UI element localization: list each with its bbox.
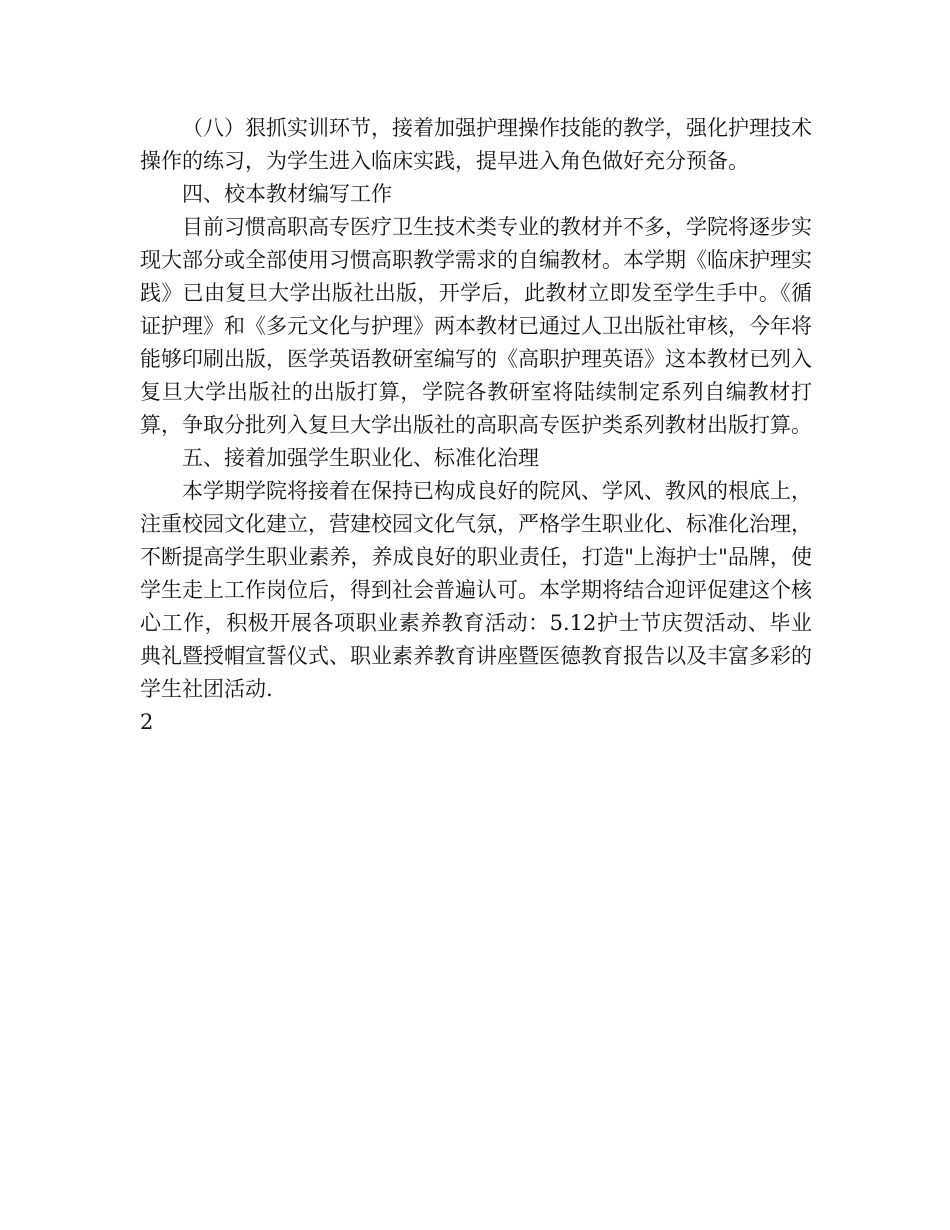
page-number: 2	[140, 710, 154, 734]
section-heading-student-management: 五、接着加强学生职业化、标准化治理	[182, 446, 539, 470]
paragraph-training: （八）狠抓实训环节，接着加强护理操作技能的教学，强化护理技术操作的练习，为学生进入临床实践，提早进入角色做好充分预备。	[140, 116, 812, 173]
document-page	[140, 112, 812, 739]
paragraph-student-management: 本学期学院将接着在保持已构成良好的院风、学风、教风的根底上，注重校园文化建立，营建校园文化气氛，严格学生职业化、标准化治理，不断提高学生职业素养，养成良好的职业责任，打造"上海护士"品牌，使学生走上工作岗位后，得到社会普遍认可。本学期将结合迎评促建这个核心工作，积极开展各项职业素养教育活动：5.12护士节庆贺活动、毕业典礼暨授帽宣誓仪式、职业素养教育讲座暨医德教育报告以及丰富多彩的学生社团活动.	[140, 479, 812, 701]
paragraph-textbooks: 目前习惯高职高专医疗卫生技术类专业的教材并不多，学院将逐步实现大部分或全部使用习惯高职教学需求的自编教材。本学期《临床护理实践》已由复旦大学出版社出版，开学后，此教材立即发至学生手中。《循证护理》和《多元文化与护理》两本教材已通过人卫出版社审核，今年将能够印刷出版，医学英语教研室编写的《高职护理英语》这本教材已列入复旦大学出版社的出版打算，学院各教研室将陆续制定系列自编教材打算，争取分批列入复旦大学出版社的高职高专医护类系列教材出版打算。	[140, 215, 812, 437]
section-heading-textbooks: 四、校本教材编写工作	[182, 182, 392, 206]
